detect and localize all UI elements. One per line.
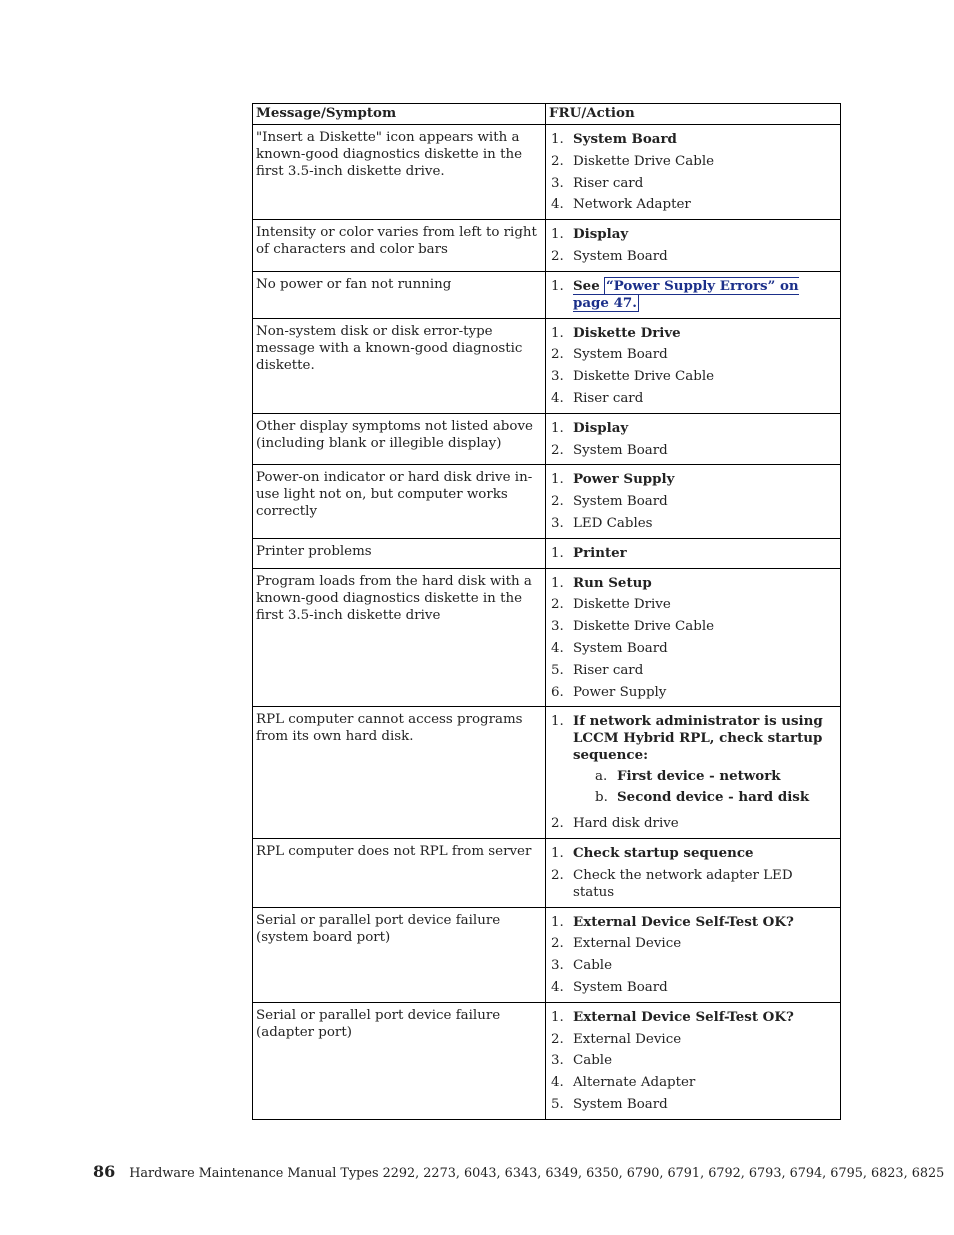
action-item: [551, 196, 837, 213]
action-item: [551, 278, 837, 312]
fru-action-cell: [546, 1002, 841, 1119]
action-number: 2.: [551, 1031, 564, 1047]
sub-action-text: Second device - hard disk: [617, 789, 810, 806]
action-content: [573, 131, 837, 148]
table-header-row: [253, 104, 841, 125]
action-item: [551, 515, 837, 532]
fru-action-cell: [546, 125, 841, 220]
action-number: 4.: [551, 640, 564, 656]
action-text: Printer: [573, 544, 627, 561]
action-text: Display: [573, 226, 629, 243]
action-item: [551, 957, 837, 974]
action-text: Check startup sequence: [573, 844, 754, 861]
action-number: 3.: [551, 369, 564, 385]
action-content: [573, 390, 837, 407]
action-number: 2.: [551, 442, 564, 458]
symptom-cell: Program loads from the hard disk with a known-good diagnostics diskette in the first 3.5-inch diskette drive: [253, 568, 546, 707]
action-item: [551, 153, 837, 170]
fru-action-cell: [546, 568, 841, 707]
action-number: 2.: [551, 248, 564, 264]
action-item: [551, 575, 837, 592]
action-text: Riser card: [573, 662, 644, 678]
action-content: [573, 1031, 837, 1048]
action-content: [573, 1096, 837, 1113]
action-content: [573, 935, 837, 952]
action-item: [551, 596, 837, 613]
table-row: [253, 125, 841, 220]
action-item: [551, 815, 837, 832]
action-text: Display: [573, 419, 629, 436]
action-text: Diskette Drive Cable: [573, 153, 715, 169]
action-number: 5.: [551, 1096, 564, 1112]
action-number: 3.: [551, 175, 564, 191]
action-number: 1.: [551, 325, 564, 341]
action-content: [573, 596, 837, 613]
action-content: [573, 196, 837, 213]
sub-action-item: [595, 768, 837, 785]
action-text: System Board: [573, 979, 668, 995]
action-content: [573, 914, 837, 931]
action-item: [551, 493, 837, 510]
fru-action-cell: [546, 907, 841, 1002]
action-item: [551, 867, 837, 901]
action-item: [551, 1031, 837, 1048]
symptom-cell: Non-system disk or disk error-type message with a known-good diagnostic diskette.: [253, 318, 546, 413]
action-content: [573, 979, 837, 996]
action-number: 1.: [551, 714, 564, 730]
fru-action-cell: [546, 707, 841, 839]
action-text: Cable: [573, 1053, 613, 1069]
action-number: 2.: [551, 597, 564, 613]
table-row: [253, 318, 841, 413]
action-number: 2.: [551, 153, 564, 169]
action-text: Riser card: [573, 390, 644, 406]
action-text: Diskette Drive Cable: [573, 369, 715, 385]
action-content: [573, 471, 837, 488]
action-content: [573, 545, 837, 562]
sub-action-letter: b.: [595, 790, 608, 806]
action-content: [573, 815, 837, 832]
action-content: [573, 1074, 837, 1091]
symptom-cell: Serial or parallel port device failure (system board port): [253, 907, 546, 1002]
header-message-symptom: Message/Symptom: [253, 104, 546, 125]
action-item: [551, 420, 837, 437]
action-text: System Board: [573, 494, 668, 510]
sub-action-text: First device - network: [617, 768, 781, 785]
action-number: 4.: [551, 979, 564, 995]
action-item: [551, 618, 837, 635]
action-item: [551, 175, 837, 192]
fru-action-cell: [546, 318, 841, 413]
action-item: [551, 1052, 837, 1069]
action-content: [573, 684, 837, 701]
fru-action-cell: [546, 413, 841, 465]
symptom-cell: Printer problems: [253, 538, 546, 568]
action-text: System Board: [573, 347, 668, 363]
action-content: [573, 175, 837, 192]
action-number: 2.: [551, 867, 564, 883]
action-text: Check the network adapter LED status: [573, 867, 793, 900]
table-row: [253, 538, 841, 568]
action-text: Power Supply: [573, 471, 675, 488]
page-number: 86: [93, 1162, 116, 1181]
action-content: [573, 618, 837, 635]
action-item: [551, 914, 837, 931]
action-content: [573, 515, 837, 532]
action-content: [573, 845, 837, 862]
action-number: 3.: [551, 515, 564, 531]
action-content: [573, 662, 837, 679]
action-number: 4.: [551, 1075, 564, 1091]
table-row: [253, 271, 841, 318]
action-number: 1.: [551, 845, 564, 861]
action-content: [573, 278, 837, 312]
action-item: [551, 325, 837, 342]
action-number: 4.: [551, 197, 564, 213]
action-content: [573, 325, 837, 342]
table-row: [253, 907, 841, 1002]
fru-action-cell: [546, 838, 841, 907]
action-text: System Board: [573, 640, 668, 656]
sub-action-item: [595, 789, 837, 806]
action-text: Run Setup: [573, 574, 652, 591]
symptom-cell: Serial or parallel port device failure (adapter port): [253, 1002, 546, 1119]
symptom-cell: "Insert a Diskette" icon appears with a known-good diagnostics diskette in the first 3.5-inch diskette drive.: [253, 125, 546, 220]
table-row: [253, 707, 841, 839]
action-text: Network Adapter: [573, 197, 691, 213]
action-item: [551, 346, 837, 363]
symptom-fru-table: [252, 103, 841, 1120]
footer-title: Hardware Maintenance Manual Types 2292, 2273, 6043, 6343, 6349, 6350, 6790, 6791, 6792, 6793, 6794, 6795, 6823, 6825: [129, 1166, 945, 1181]
action-content: [573, 248, 837, 265]
action-number: 1.: [551, 914, 564, 930]
symptom-cell: Intensity or color varies from left to right of characters and color bars: [253, 220, 546, 272]
action-number: 6.: [551, 684, 564, 700]
action-content: [573, 575, 837, 592]
action-number: 2.: [551, 816, 564, 832]
action-content: [573, 713, 837, 810]
fru-action-cell: [546, 538, 841, 568]
action-content: [573, 153, 837, 170]
action-number: 3.: [551, 1053, 564, 1069]
action-content: [573, 1052, 837, 1069]
fru-action-cell: [546, 271, 841, 318]
header-fru-action: FRU/Action: [546, 104, 841, 125]
action-text: Alternate Adapter: [573, 1075, 696, 1091]
action-item: [551, 390, 837, 407]
action-text: External Device: [573, 1031, 682, 1047]
action-item: [551, 662, 837, 679]
action-number: 1.: [551, 132, 564, 147]
action-text: External Device Self-Test OK?: [573, 913, 794, 930]
action-item: [551, 684, 837, 701]
action-text: Diskette Drive Cable: [573, 619, 715, 635]
symptom-cell: No power or fan not running: [253, 271, 546, 318]
action-item: [551, 935, 837, 952]
action-item: [551, 471, 837, 488]
symptom-cell: RPL computer cannot access programs from its own hard disk.: [253, 707, 546, 839]
action-text: Cable: [573, 958, 613, 974]
action-content: [573, 368, 837, 385]
action-text: External Device: [573, 936, 682, 952]
action-text: Hard disk drive: [573, 816, 679, 832]
action-item: [551, 545, 837, 562]
action-number: 1.: [551, 575, 564, 591]
table-row: [253, 1002, 841, 1119]
table-row: [253, 413, 841, 465]
action-item: [551, 1009, 837, 1026]
action-item: [551, 226, 837, 243]
action-item: [551, 248, 837, 265]
action-number: 2.: [551, 936, 564, 952]
action-text: System Board: [573, 248, 668, 264]
action-number: 1.: [551, 420, 564, 436]
action-number: 1.: [551, 545, 564, 561]
action-item: [551, 845, 837, 862]
action-text: See: [573, 277, 600, 294]
table-row: [253, 465, 841, 538]
action-number: 4.: [551, 390, 564, 406]
page-footer: [93, 1162, 944, 1181]
action-number: 3.: [551, 619, 564, 635]
action-item: [551, 713, 837, 810]
action-content: [573, 346, 837, 363]
action-text: System Board: [573, 1096, 668, 1112]
action-text: If network administrator is using LCCM Hybrid RPL, check startup sequence:: [573, 713, 823, 764]
action-text: Diskette Drive: [573, 324, 681, 341]
table-row: [253, 568, 841, 707]
action-text: Power Supply: [573, 684, 667, 700]
sub-action-letter: a.: [595, 769, 608, 785]
action-number: 1.: [551, 227, 564, 243]
action-number: 2.: [551, 494, 564, 510]
action-number: 1.: [551, 278, 564, 294]
fru-action-cell: [546, 220, 841, 272]
action-text: External Device Self-Test OK?: [573, 1008, 794, 1025]
symptom-cell: Other display symptoms not listed above (including blank or illegible display): [253, 413, 546, 465]
action-number: 5.: [551, 662, 564, 678]
table-row: [253, 220, 841, 272]
action-content: [573, 442, 837, 459]
action-content: [573, 867, 837, 901]
action-content: [573, 493, 837, 510]
action-number: 1.: [551, 472, 564, 488]
action-text: LED Cables: [573, 515, 653, 531]
action-item: [551, 1074, 837, 1091]
action-content: [573, 957, 837, 974]
action-number: 1.: [551, 1009, 564, 1025]
table-row: [253, 838, 841, 907]
power-supply-errors-link[interactable]: “Power Supply Errors” on page 47.: [573, 277, 799, 311]
action-item: [551, 131, 837, 148]
action-item: [551, 368, 837, 385]
action-item: [551, 979, 837, 996]
action-number: 2.: [551, 347, 564, 363]
action-item: [551, 640, 837, 657]
action-content: [573, 420, 837, 437]
action-content: [573, 1009, 837, 1026]
action-content: [573, 226, 837, 243]
action-number: 3.: [551, 958, 564, 974]
action-text: Diskette Drive: [573, 597, 671, 613]
action-text: System Board: [573, 442, 668, 458]
action-item: [551, 1096, 837, 1113]
action-item: [551, 442, 837, 459]
action-content: [573, 640, 837, 657]
fru-action-cell: [546, 465, 841, 538]
action-text: System Board: [573, 131, 677, 147]
action-text: Riser card: [573, 175, 644, 191]
symptom-cell: RPL computer does not RPL from server: [253, 838, 546, 907]
symptom-cell: Power-on indicator or hard disk drive in-use light not on, but computer works correctly: [253, 465, 546, 538]
